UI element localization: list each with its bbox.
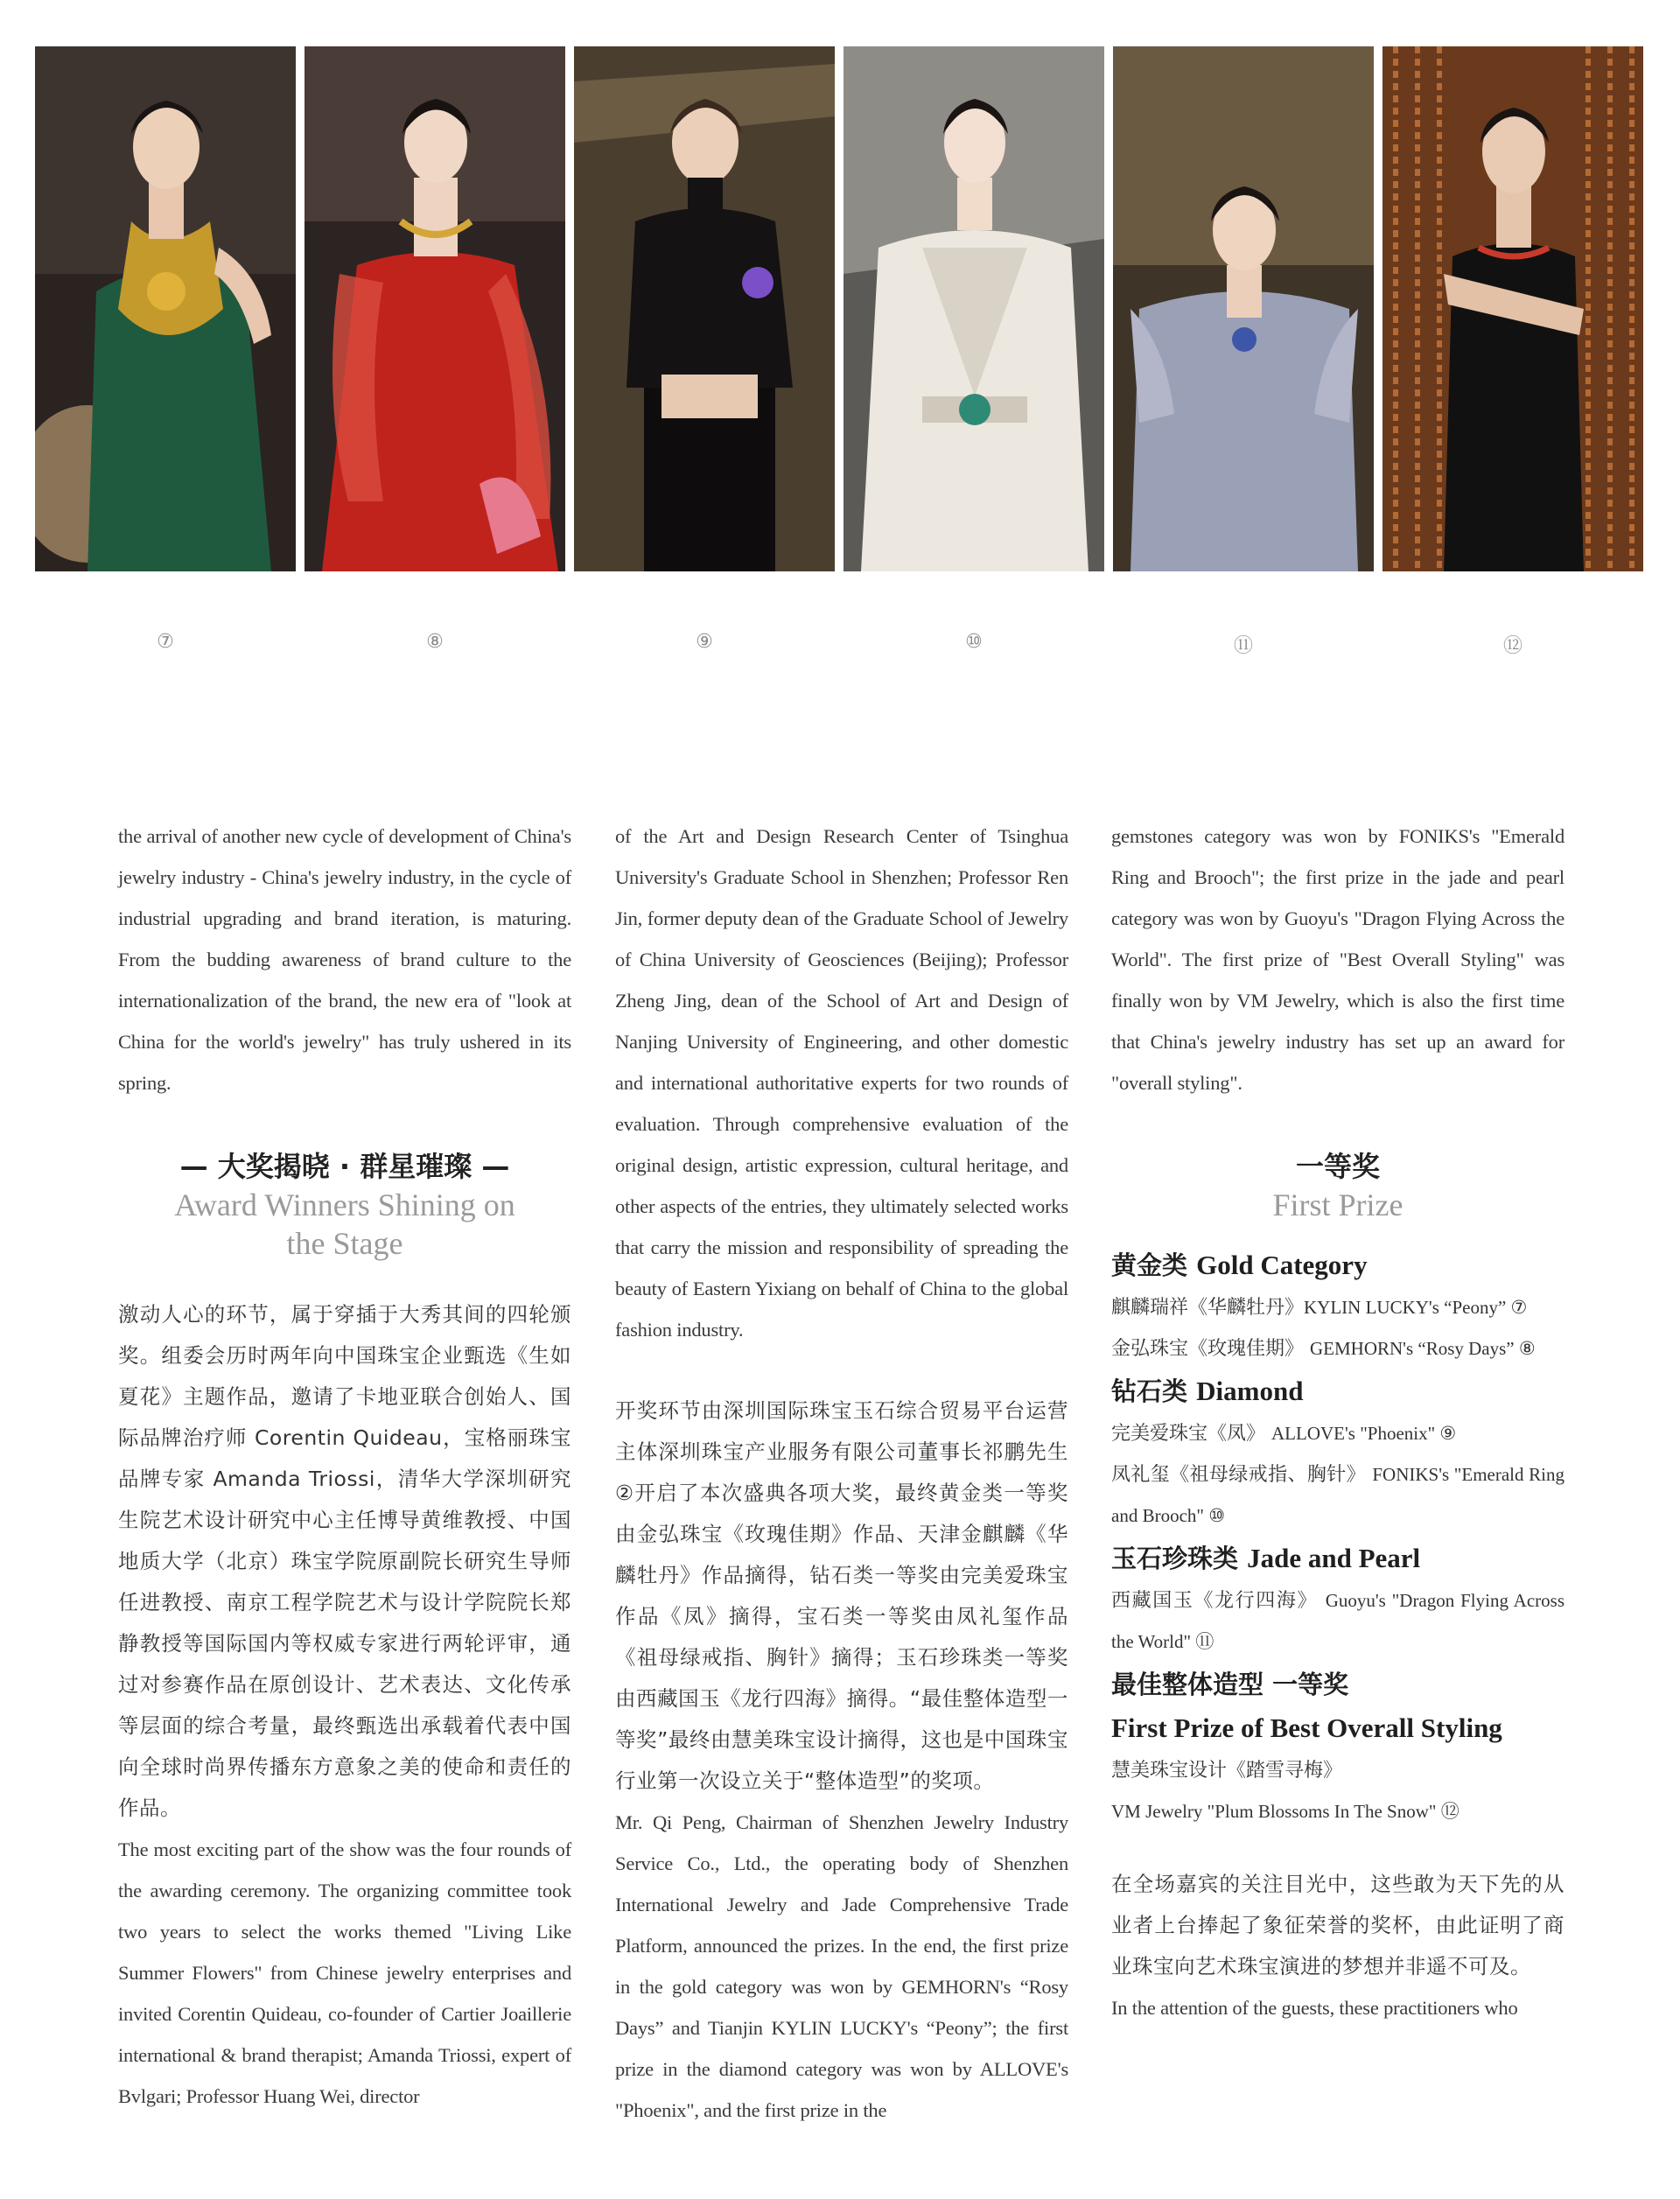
photo-model-black-outfit [574, 46, 835, 571]
prizes-continued-en: gemstones category was won by FONIKS's "Emerald Ring and Brooch"; the first prize in the jade and pearl category was won by Guoyu's "Dragon Flying Across the World". The first prize of "Best Overall Styling" was finally won by VM Jewelry, which is also the first time that China's jewelry industry has set up an award for "overall styling". [1111, 825, 1564, 1094]
section-title-zh: — 大奖揭晓 · 群星璀璨 — [179, 1150, 510, 1183]
section-title-en: Award Winners Shining on the Stage [174, 1187, 515, 1261]
article-column-3 [1111, 816, 1564, 2028]
photo-caption: ⑨ [696, 631, 713, 653]
awards-paragraph-zh: 激动人心的环节，属于穿插于大秀其间的四轮颁奖。组委会历时两年向中国珠宝企业甄选《生如夏花》主题作品，邀请了卡地亚联合创始人、国际品牌治疗师 Corentin Quideau，宝格丽珠宝品牌专家 Amanda Triossi，清华大学深圳研究生院艺术设计研究中心主任博导黄维教授、中国地质大学（北京）珠宝学院原副院长研究生导师任进教授、南京工程学院艺术与设计学院院长郑静教授等国际国内等权威专家进行两轮评审，通过对参赛作品在原创设计、艺术表达、文化传承等层面的综合考量，最终甄选出承载着代表中国向全球时尚界传播东方意象之美的使命和责任的作品。 [118, 1302, 571, 1820]
photo-model-red-dress [304, 46, 565, 571]
judges-paragraph-en: of the Art and Design Research Center of Tsinghua University's Graduate School in Shenzhen; Professor Ren Jin, former deputy dean of the Graduate School of Jewelry of China University of Geosciences (Beijing); Professor Zheng Jing, dean of the School of Art and Design of Nanjing University of Engineering, and other domestic and international authoritative experts for two rounds of evaluation. Through comprehensive evaluation of the original design, artistic expression, cultural heritage, and other aspects of the entries, they ultimately selected works that carry the mission and responsibility of spreading the beauty of Eastern Yixiang on behalf of China to the global fashion industry. [615, 825, 1068, 1341]
category-gold: 黄金类 Gold Category [1111, 1250, 1368, 1280]
photo-strip [35, 46, 1645, 657]
prizes-paragraph-zh: 开奖环节由深圳国际珠宝玉石综合贸易平台运营主体深圳珠宝产业服务有限公司董事长祁鹏先生②开启了本次盛典各项大奖，最终黄金类一等奖由金弘珠宝《玫瑰佳期》作品、天津金麒麟《华麟牡丹》作品摘得，钻石类一等奖由完美爱珠宝作品《凤》摘得，宝石类一等奖由凤礼玺作品《祖母绿戒指、胸针》摘得；玉石珍珠类一等奖由西藏国玉《龙行四海》摘得。“最佳整体造型一等奖”最终由慧美珠宝设计摘得，这也是中国珠宝行业第一次设立关于“整体造型”的奖项。 [615, 1398, 1068, 1793]
first-prize-title-en: First Prize [1272, 1187, 1404, 1222]
styling-title-zh: 最佳整体造型 一等奖 [1111, 1670, 1349, 1699]
styling-winner-zh: 慧美珠宝设计《踏雪寻梅》 [1111, 1760, 1343, 1782]
photo-model-white-gown [844, 46, 1104, 571]
photo-model-lace-dress [1113, 46, 1374, 571]
styling-winner-en: VM Jewelry "Plum Blossoms In The Snow" ⑫ [1111, 1801, 1460, 1822]
category-jade-pearl: 玉石珍珠类 Jade and Pearl [1111, 1543, 1421, 1573]
photo-caption: ⑧ [426, 631, 444, 653]
photo-model-green-gown [35, 46, 296, 571]
first-prize-title-zh: 一等奖 [1295, 1150, 1380, 1183]
winner-item: 西藏国玉《龙行四海》 Guoyu's "Dragon Flying Across the World" ⑪ [1111, 1590, 1564, 1652]
winner-item: 完美爱珠宝《凤》 ALLOVE's "Phoenix" ⑨ [1111, 1423, 1457, 1445]
article-column-2 [615, 816, 1068, 2131]
winner-item: 金弘珠宝《玫瑰佳期》 GEMHORN's “Rosy Days” ⑧ [1111, 1338, 1536, 1360]
winner-item: 凤礼玺《祖母绿戒指、胸针》 FONIKS's "Emerald Ring and Brooch" ⑩ [1111, 1464, 1564, 1526]
prizes-paragraph-en: Mr. Qi Peng, Chairman of Shenzhen Jewelry Industry Service Co., Ltd., the operating body of Shenzhen International Jewelry and Jade Comprehensive Trade Platform, announced the prizes. In the end, the first prize in the gold category was won by GEMHORN's “Rosy Days” and Tianjin KYLIN LUCKY's “Peony”; the first prize in the diamond category was won by ALLOVE's "Phoenix", and the first prize in the [615, 1811, 1068, 2121]
closing-paragraph-zh: 在全场嘉宾的关注目光中，这些敢为天下先的从业者上台捧起了象征荣誉的奖杯，由此证明了商业珠宝向艺术珠宝演进的梦想并非遥不可及。 [1111, 1872, 1564, 1978]
intro-paragraph-en: the arrival of another new cycle of development of China's jewelry industry - China's jewelry industry, in the cycle of industrial upgrading and brand iteration, is maturing. From the budding awareness of brand culture to the internationalization of the brand, the new era of "look at China for the world's jewelry" has truly ushered in its spring. [118, 825, 571, 1094]
photo-caption: ⑫ [1502, 635, 1522, 657]
category-diamond: 钻石类 Diamond [1111, 1376, 1304, 1406]
winner-item: 麒麟瑞祥《华麟牡丹》KYLIN LUCKY's “Peony” ⑦ [1111, 1297, 1528, 1319]
article-column-1 [118, 816, 571, 2117]
photo-caption: ⑩ [965, 631, 983, 653]
photo-caption: ⑪ [1233, 635, 1253, 657]
closing-paragraph-en: In the attention of the guests, these practitioners who [1111, 1997, 1518, 2019]
styling-title-en: First Prize of Best Overall Styling [1111, 1712, 1502, 1743]
photo-caption: ⑦ [157, 631, 174, 653]
awards-paragraph-en: The most exciting part of the show was the four rounds of the awarding ceremony. The organizing committee took two years to select the works themed "Living Like Summer Flowers" from Chinese jewelry enterprises and invited Corentin Quideau, co-founder of Cartier Joaillerie international & brand therapist; Amanda Triossi, expert of Bvlgari; Professor Huang Wei, director [118, 1838, 571, 2107]
photo-model-black-dress [1382, 46, 1643, 571]
